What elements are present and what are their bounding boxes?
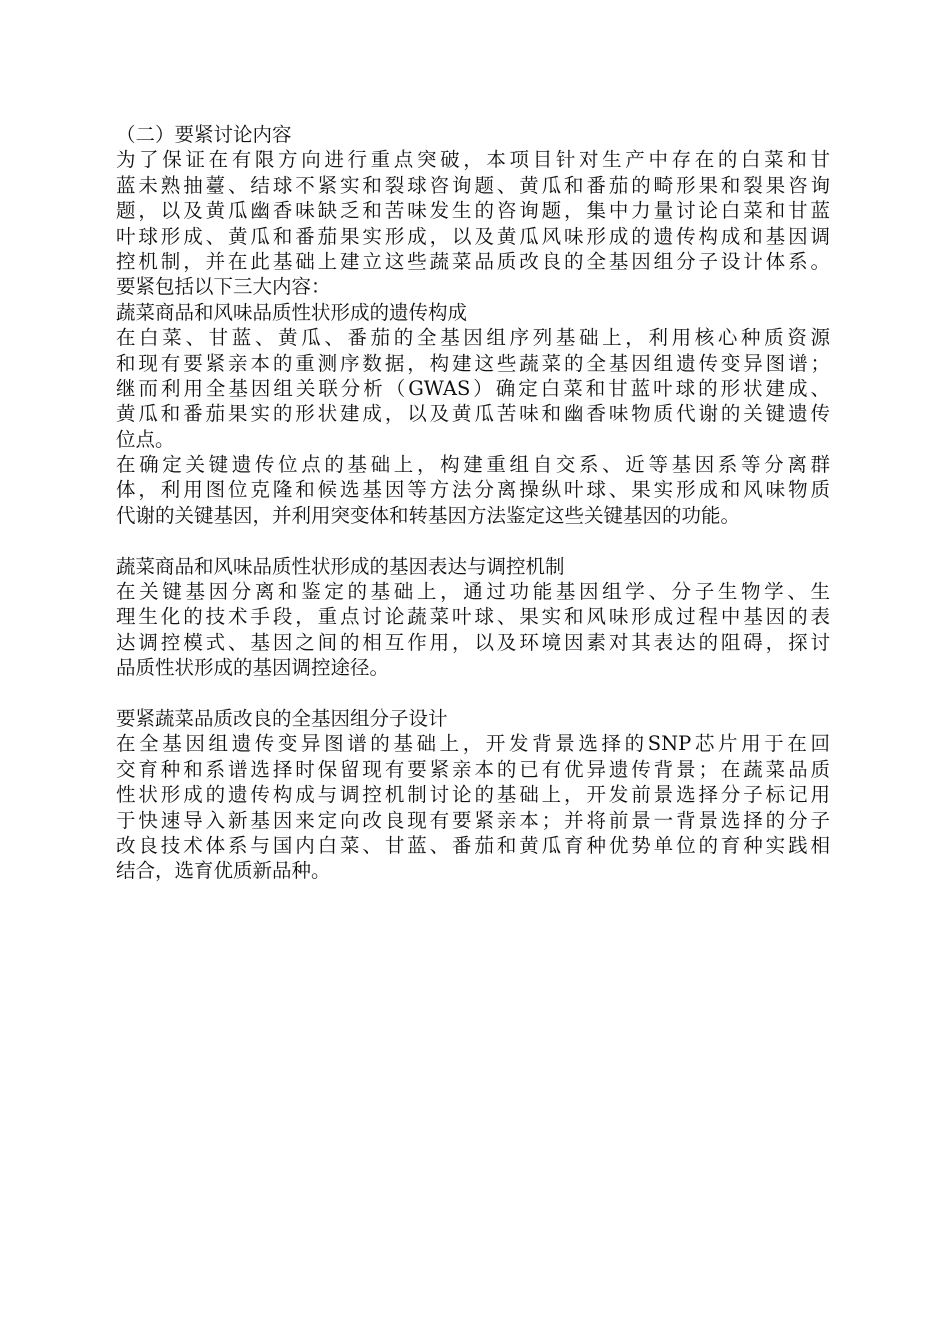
topic2-paragraph <box>116 579 830 681</box>
topic3-title: 要紧蔬菜品质改良的全基因组分子设计 <box>116 706 448 730</box>
paragraph-spacer <box>116 681 830 706</box>
text-line: 代谢的关键基因，并利用突变体和转基因方法鉴定这些关键基因的功能。 <box>116 503 741 527</box>
text-line: 达调控模式、基因之间的相互作用，以及环境因素对其表达的阻碍，探讨 <box>116 630 830 654</box>
text-line: 控机制，并在此基础上建立这些蔬菜品质改良的全基因组分子设计体系。 <box>116 249 830 273</box>
text-line: 结合，选育优质新品种。 <box>116 859 331 883</box>
text-line: 理生化的技术手段，重点讨论蔬菜叶球、果实和风味形成过程中基因的表 <box>116 605 830 629</box>
text-line: 蓝未熟抽薹、结球不紧实和裂球咨询题、黄瓜和番茄的畸形果和裂果咨询 <box>116 173 830 197</box>
text-line: 要紧包括以下三大内容： <box>116 275 331 299</box>
text-line: 为了保证在有限方向进行重点突破，本项目针对生产中存在的白菜和甘 <box>116 148 830 172</box>
text-line: 在关键基因分离和鉴定的基础上，通过功能基因组学、分子生物学、生 <box>116 580 830 604</box>
text-line: 叶球形成、黄瓜和番茄果实形成，以及黄瓜风味形成的遗传构成和基因调 <box>116 224 830 248</box>
topic1-paragraph-1 <box>116 325 830 452</box>
text-line: 体，利用图位克隆和候选基因等方法分离操纵叶球、果实形成和风味物质 <box>116 478 830 502</box>
text-line: 在确定关键遗传位点的基础上，构建重组自交系、近等基因系等分离群 <box>116 453 830 477</box>
text-line: 位点。 <box>116 427 175 451</box>
text-line: 在全基因组遗传变异图谱的基础上，开发背景选择的SNP芯片用于在回 <box>116 732 830 756</box>
text-line: 品质性状形成的基因调控途径。 <box>116 656 390 680</box>
text-line: 继而利用全基因组关联分析（GWAS）确定白菜和甘蓝叶球的形状建成、 <box>116 376 830 400</box>
topic1-title: 蔬菜商品和风味品质性状形成的遗传构成 <box>116 300 468 324</box>
text-line: 改良技术体系与国内白菜、甘蓝、番茄和黄瓜育种优势单位的育种实践相 <box>116 833 830 857</box>
text-line: 题，以及黄瓜幽香味缺乏和苦味发生的咨询题，集中力量讨论白菜和甘蓝 <box>116 199 830 223</box>
text-line: 在白菜、甘蓝、黄瓜、番茄的全基因组序列基础上，利用核心种质资源 <box>116 326 830 350</box>
topic3-paragraph <box>116 731 830 883</box>
text-line: 交育种和系谱选择时保留现有要紧亲本的已有优异遗传背景；在蔬菜品质 <box>116 757 830 781</box>
text-line: 性状形成的遗传构成与调控机制讨论的基础上，开发前景选择分子标记用 <box>116 783 830 807</box>
text-line: 黄瓜和番茄果实的形状建成，以及黄瓜苦味和幽香味物质代谢的关键遗传 <box>116 402 830 426</box>
topic1-paragraph-2 <box>116 452 830 528</box>
text-line: 和现有要紧亲本的重测序数据，构建这些蔬菜的全基因组遗传变异图谱； <box>116 351 830 375</box>
document-page <box>116 122 830 884</box>
topic2-title: 蔬菜商品和风味品质性状形成的基因表达与调控机制 <box>116 554 565 578</box>
paragraph-spacer <box>116 528 830 553</box>
intro-paragraph <box>116 147 830 299</box>
text-line: 于快速导入新基因来定向改良现有要紧亲本；并将前景一背景选择的分子 <box>116 808 830 832</box>
section-heading: （二）要紧讨论内容 <box>116 123 292 146</box>
